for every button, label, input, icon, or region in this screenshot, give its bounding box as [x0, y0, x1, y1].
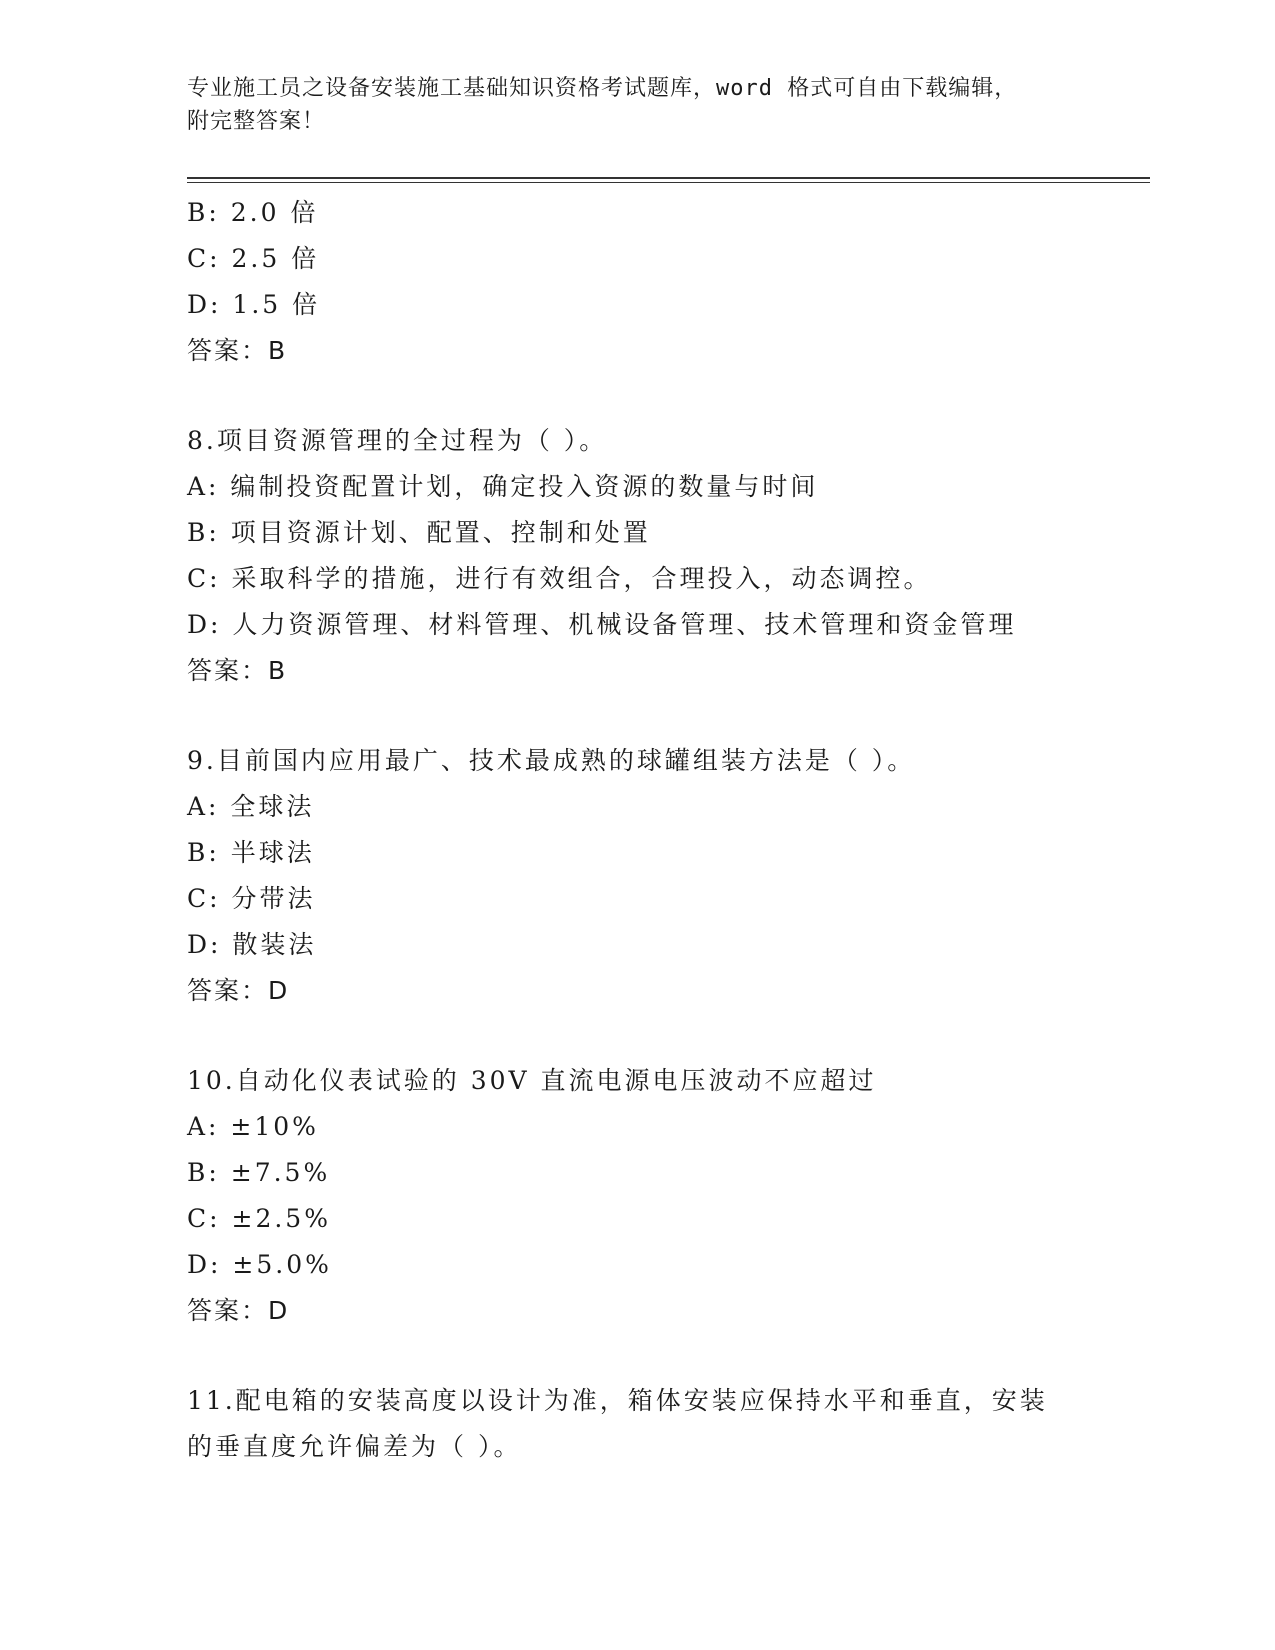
option-c: C: 采取科学的措施，进行有效组合，合理投入，动态调控。	[187, 564, 932, 593]
question-9	[187, 738, 1147, 1014]
option-d: D: 1.5 倍	[187, 290, 321, 319]
option-d: D: 散装法	[187, 930, 317, 959]
header-divider-thin	[187, 182, 1150, 183]
option-d: D: ±5.0%	[187, 1250, 332, 1279]
question-11	[187, 1378, 1147, 1470]
question-title-line-2: 的垂直度允许偏差为（ ）。	[187, 1432, 522, 1461]
option-a: A: ±10%	[187, 1112, 319, 1141]
option-b: B: 2.0 倍	[187, 198, 319, 227]
option-b: B: 半球法	[187, 838, 315, 867]
answer: 答案：B	[187, 656, 288, 685]
option-a: A: 全球法	[187, 792, 315, 821]
header-line-2: 附完整答案！	[187, 109, 326, 134]
option-a: A: 编制投资配置计划，确定投入资源的数量与时间	[187, 472, 819, 501]
document-header	[187, 72, 1067, 138]
question-title: 9.目前国内应用最广、技术最成熟的球罐组装方法是（ ）。	[187, 746, 916, 775]
question-list	[187, 190, 1147, 1470]
question-8	[187, 418, 1147, 694]
header-divider-thick	[187, 177, 1150, 179]
option-c: C: 分带法	[187, 884, 316, 913]
option-b: B: ±7.5%	[187, 1158, 331, 1187]
header-line-1: 专业施工员之设备安装施工基础知识资格考试题库，word 格式可自由下载编辑，	[187, 76, 1018, 101]
question-title: 8.项目资源管理的全过程为（ ）。	[187, 426, 608, 455]
option-d: D: 人力资源管理、材料管理、机械设备管理、技术管理和资金管理	[187, 610, 1017, 639]
answer: 答案：D	[187, 976, 290, 1005]
question-title: 10.自动化仪表试验的 30V 直流电源电压波动不应超过	[187, 1066, 877, 1095]
option-b: B: 项目资源计划、配置、控制和处置	[187, 518, 651, 547]
question-7-remainder	[187, 190, 1147, 374]
option-c: C: ±2.5%	[187, 1204, 331, 1233]
answer: 答案：D	[187, 1296, 290, 1325]
question-title-line-1: 11.配电箱的安装高度以设计为准，箱体安装应保持水平和垂直，安装	[187, 1386, 1048, 1415]
answer: 答案：B	[187, 336, 288, 365]
option-c: C: 2.5 倍	[187, 244, 320, 273]
question-10	[187, 1058, 1147, 1334]
